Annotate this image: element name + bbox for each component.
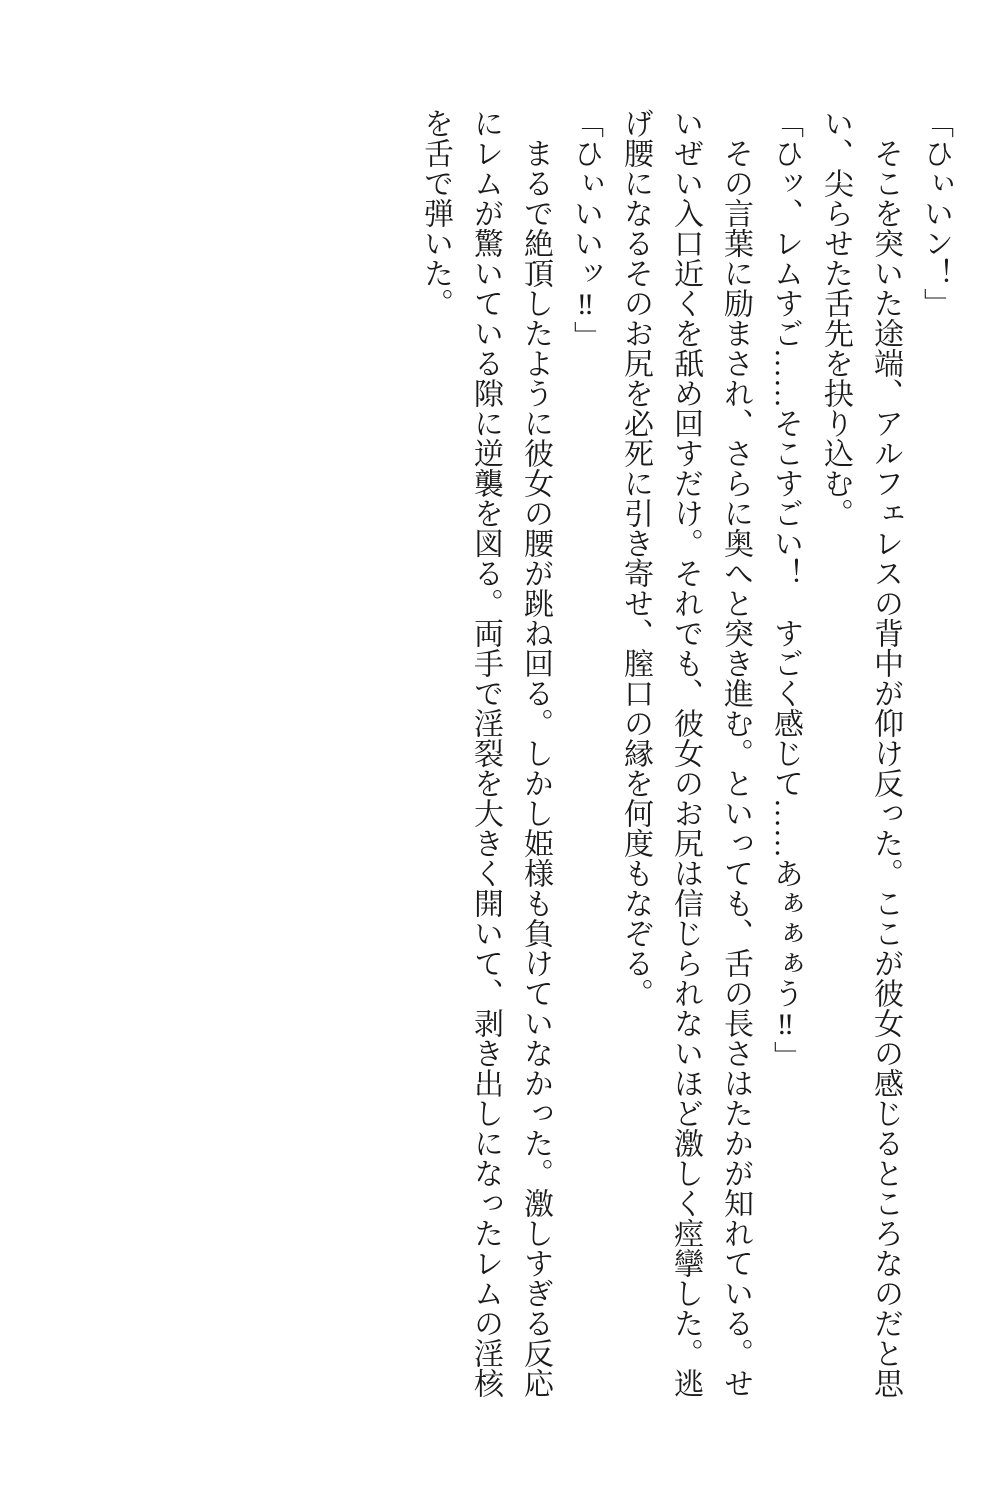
dialogue-line: 「ひぃいいッ‼」 xyxy=(569,108,602,351)
narration-paragraph: まるで絶頂したように彼女の腰が跳ね回る。しかし姫様も負けていなかった。激しすぎる反応にレムが驚いている隙に逆襲を図る。両手で淫裂を大きく開いて、剥き出しになったレムの淫核を舌で弾いた。 xyxy=(419,108,552,1398)
vertical-text-block xyxy=(410,108,960,1410)
dialogue-line: 「ひぃいン！」 xyxy=(919,108,952,318)
narration-paragraph: そこを突いた途端、アルフェレスの背中が仰け反った。ここが彼女の感じるところなのだと思い、尖らせた舌先を抉り込む。 xyxy=(819,108,902,1398)
dialogue-line: 「ひッ、レムすご……そこすごい！ すごく感じて……あぁぁぁう‼」 xyxy=(769,108,802,1071)
narration-paragraph: その言葉に励まされ、さらに奥へと突き進む。といっても、舌の長さはたかが知れている。せいぜい入口近くを舐め回すだけ。それでも、彼女のお尻は信じられないほど激しく痙攣した。逃げ腰になるそのお尻を必死に引き寄せ、膣口の縁を何度もなぞる。 xyxy=(619,108,752,1398)
